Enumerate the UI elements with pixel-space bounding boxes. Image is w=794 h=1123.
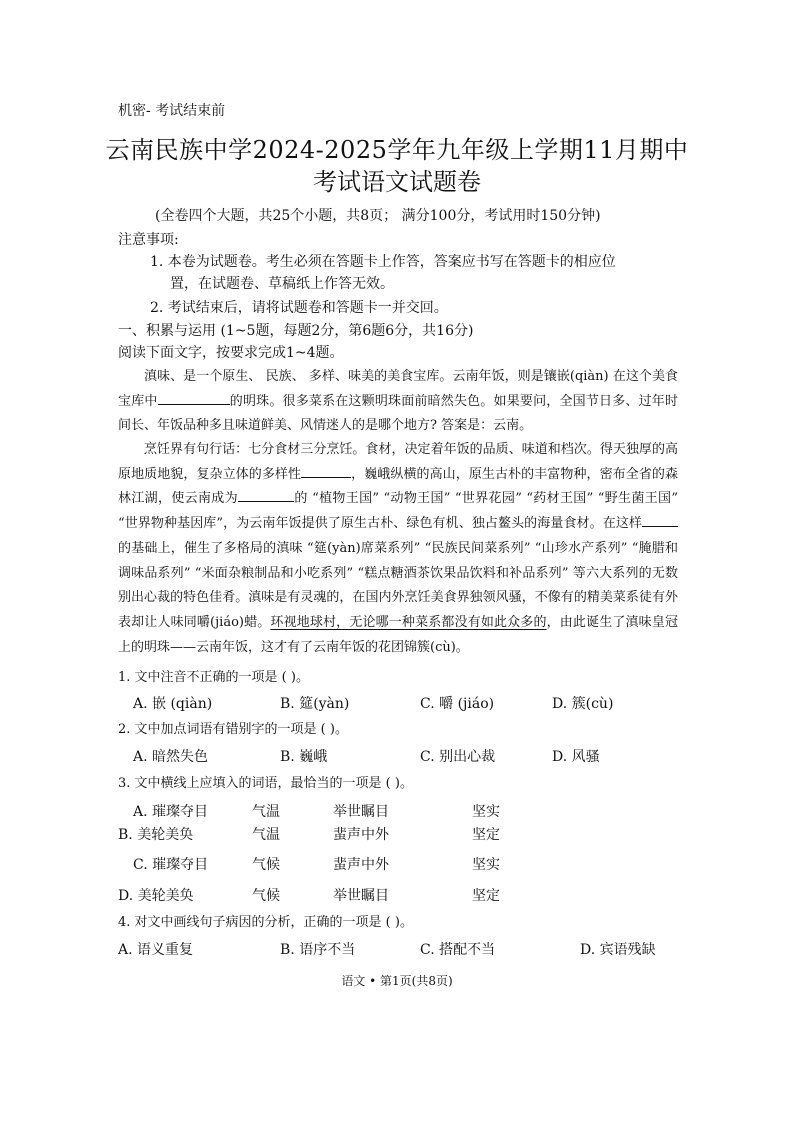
- exam-title-line2: 考试语文试题卷: [313, 168, 481, 196]
- passage-paragraph-2: [118, 438, 678, 660]
- blank-1: [158, 390, 230, 405]
- q3-row-c-word4: 坚实: [472, 857, 500, 873]
- q3-row-a-word4: 坚实: [472, 804, 500, 820]
- q3-row-c-word2: 气候: [252, 857, 280, 873]
- q4-option-c: C. 搭配不当: [420, 942, 496, 958]
- passage-text: 的明珠。很多菜系在这颗明珠面前暗然失色。如果要问，全国节日多、过年时间长、年饭品种多且味道鲜美、风情迷人的是哪个地方? 答案是：云南。: [118, 393, 678, 434]
- section-1-heading: 一、积累与运用 (1~5题，每题2分，第6题6分，共16分): [118, 323, 474, 339]
- q4-option-a: A. 语义重复: [118, 942, 194, 958]
- q1-option-b: B. 筵(yàn): [280, 696, 350, 712]
- passage-text: ，由此诞生了滇味皇冠上的明珠——云南年饭，这才有了云南年饭的花团锦簇(cù)。: [118, 614, 678, 655]
- blank-4: [642, 512, 678, 527]
- q3-row-a-word1: A. 璀璨夺目: [133, 804, 209, 820]
- q3-row-b-word2: 气温: [252, 827, 280, 843]
- exam-title-line1: 云南民族中学2024-2025学年九年级上学期11月期中: [105, 136, 689, 164]
- q3-row-d-word2: 气候: [252, 888, 280, 904]
- q3-row-d-word1: D. 美轮美奂: [118, 888, 194, 904]
- q1-option-a: A. 嵌 (qiàn): [133, 696, 213, 712]
- q3-row-a-word3: 举世瞩目: [333, 804, 389, 820]
- passage-text: 烹饪界有句行话：七分食材三分烹饪。食材，决定着年饭的品质、味道和档次。得天独厚的高原地质地貌，复杂立体的多样性: [118, 442, 678, 482]
- passage-text: 的 “植物王国” “动物王国” “世界花园” “药材王国” “野生菌王国” “世界物种基因库”，为云南年饭提供了原生古朴、绿色有机、独占鳌头的海量食材。在这样: [118, 491, 678, 532]
- q3-row-d-word3: 举世瞩目: [333, 888, 389, 904]
- q3-row-b-word1: B. 美轮美奂: [118, 827, 194, 843]
- q2-option-d: D. 风骚: [552, 749, 600, 765]
- note-item-1-cont: 置，在试题卷、草稿纸上作答无效。: [170, 276, 394, 292]
- q2-option-c: C. 别出心裁: [420, 749, 496, 765]
- q3-row-c-word1: C. 璀璨夺目: [133, 857, 209, 873]
- question-2-stem: 2. 文中加点词语有错别字的一项是 ( )。: [118, 722, 348, 737]
- q2-option-a: A. 暗然失色: [133, 749, 209, 765]
- q4-option-d: D. 宾语残缺: [580, 942, 656, 958]
- q3-row-d-word4: 坚定: [472, 888, 500, 904]
- q3-row-b-word3: 蜚声中外: [333, 827, 389, 843]
- exam-instructions: (全卷四个大题，共25个小题，共8页； 满分100分，考试用时150分钟): [155, 208, 601, 224]
- q3-row-b-word4: 坚定: [472, 827, 500, 843]
- q3-row-a-word2: 气温: [252, 804, 280, 820]
- q4-option-b: B. 语序不当: [280, 942, 356, 958]
- q1-option-c: C. 嚼 (jiáo): [420, 696, 495, 712]
- question-1-stem: 1. 文中注音不正确的一项是 ( )。: [118, 670, 309, 685]
- underlined-sentence: 环视地球村，无论哪一种菜系都没有如此众多的: [270, 614, 547, 630]
- passage-text: ，巍峨纵横的高山，原生古朴的丰富物种，密布全省的森林江湖，使云南成为: [118, 466, 678, 507]
- notes-heading: 注意事项:: [118, 232, 179, 248]
- reading-instruction: 阅读下面文字，按要求完成1~4题。: [118, 345, 344, 361]
- passage-text: 滇味、是一个原生、 民族、 多样、味美的美食宝库。云南年饭，则是镶嵌(qiàn) 在这个美食宝库中: [118, 369, 678, 409]
- passage-paragraph-1: [118, 365, 678, 439]
- blank-2: [301, 463, 351, 478]
- q1-option-d: D. 簇(cù): [552, 696, 614, 712]
- page-footer: 语文 • 第1页(共8页): [341, 974, 453, 988]
- question-4-stem: 4. 对文中画线句子病因的分析，正确的一项是 ( )。: [118, 915, 413, 930]
- question-3-stem: 3. 文中横线上应填入的词语，最恰当的一项是 ( )。: [118, 776, 413, 791]
- blank-3: [238, 487, 294, 502]
- passage-text: 的基础上，催生了多格局的滇味 “筵(yàn)席菜系列” “民族民间菜系列” “山珍水产系列” “腌腊和调味品系列” “米面杂粮制品和小吃系列” “糕点糖酒茶饮果品饮料和补品系列” 等六大系列的无数别出心裁的特色佳肴。滇味是有灵魂的，在国内外烹饪美食界独领风骚，不像有的精美菜系徒有外表却让人味同嚼(jiáo)蜡。: [118, 540, 678, 630]
- classified-label: 机密- 考试结束前: [118, 103, 226, 119]
- q3-row-c-word3: 蜚声中外: [333, 857, 389, 873]
- q2-option-b: B. 巍峨: [280, 749, 328, 765]
- note-item-1: 1. 本卷为试题卷。考生必须在答题卡上作答，答案应书写在答题卡的相应位: [150, 254, 616, 270]
- note-item-2: 2. 考试结束后，请将试题卷和答题卡一并交回。: [150, 300, 448, 316]
